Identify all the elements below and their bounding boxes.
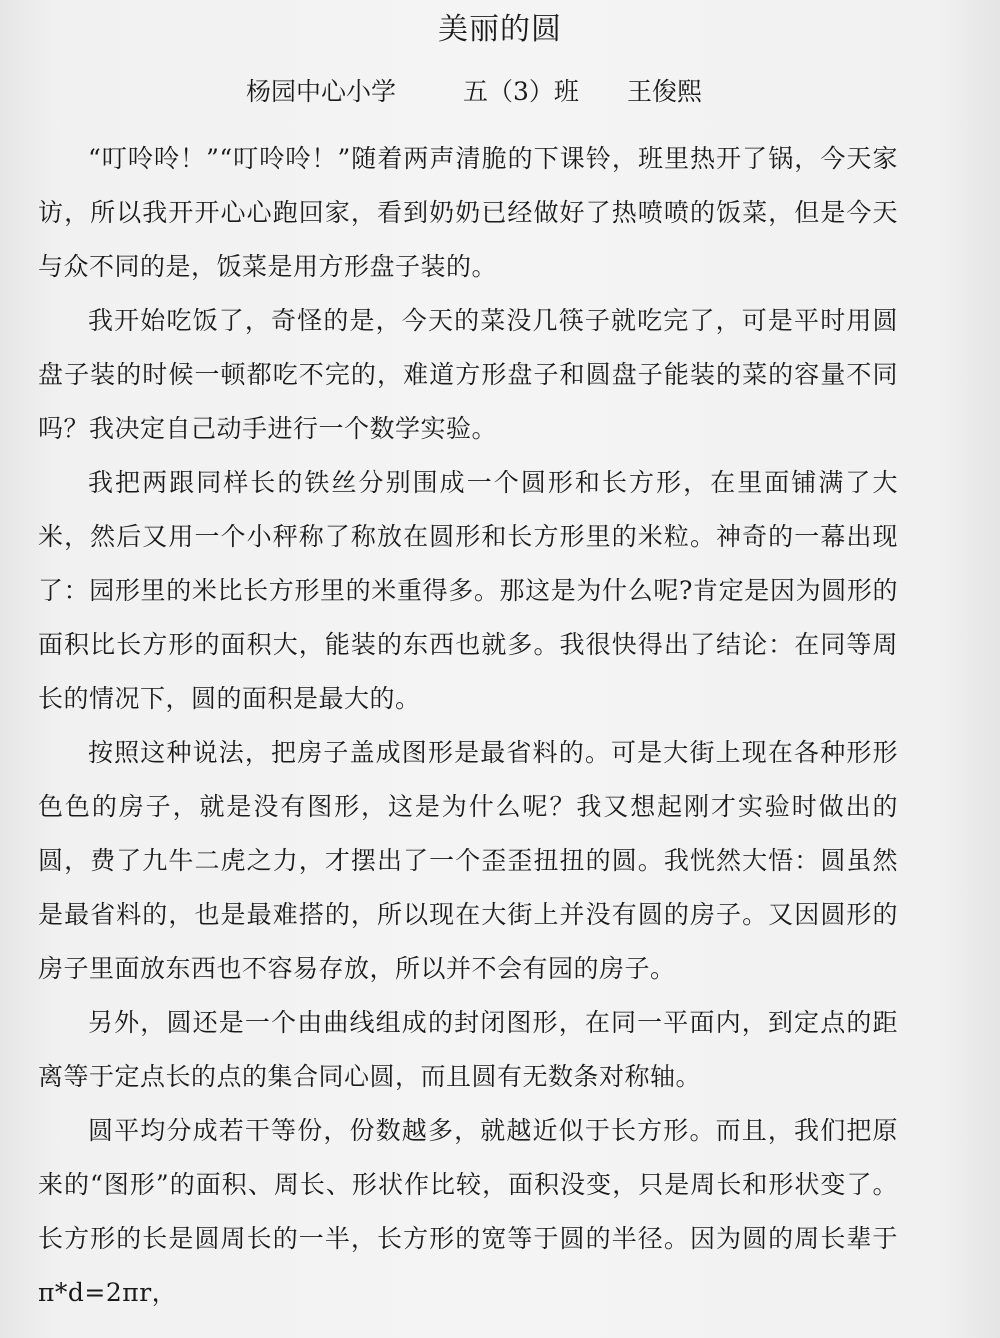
paragraph-5: 另外，圆还是一个由曲线组成的封闭图形，在同一平面内，到定点的距离等于定点长的点的集合同心圆，而且圆有无数条对称轴。 <box>38 1008 898 1091</box>
document-title: 美丽的圆 <box>438 12 562 47</box>
paragraph-2: 我开始吃饭了，奇怪的是，今天的菜没几筷子就吃完了，可是平时用圆盘子装的时候一顿都吃不完的，难道方形盘子和圆盘子能装的菜的容量不同吗？我决定自己动手进行一个数学实验。 <box>38 306 898 443</box>
paragraph-1: “叮呤呤！”“叮呤呤！”随着两声清脆的下课铃，班里热开了锅，今天家访，所以我开开心心跑回家，看到奶奶已经做好了热喷喷的饭菜，但是今天与众不同的是，饭菜是用方形盘子装的。 <box>38 144 898 281</box>
byline <box>0 74 1000 110</box>
byline-school: 杨园中心小学 <box>246 77 397 106</box>
document-body <box>38 132 898 1320</box>
byline-author: 王俊熙 <box>627 77 703 106</box>
paragraph-3: 我把两跟同样长的铁丝分别围成一个圆形和长方形，在里面铺满了大米，然后又用一个小秤称了称放在圆形和长方形里的米粒。神奇的一幕出现了：园形里的米比长方形里的米重得多。那这是为什么呢?肯定是因为圆形的面积比长方形的面积大，能装的东西也就多。我很快得出了结论：在同等周长的情况下，圆的面积是最大的。 <box>38 468 898 713</box>
byline-class: 五（3）班 <box>463 77 579 106</box>
paragraph-6: 圆平均分成若干等份，份数越多，就越近似于长方形。而且，我们把原来的“图形”的面积、周长、形状作比较，面积没变，只是周长和形状变了。长方形的长是圆周长的一半，长方形的宽等于圆的半径。因为圆的周长辈于π*d=2πr， <box>38 1116 898 1307</box>
paragraph-4: 按照这种说法，把房子盖成图形是最省料的。可是大街上现在各种形形色色的房子，就是没有图形，这是为什么呢？我又想起刚才实验时做出的圆，费了九牛二虎之力，才摆出了一个歪歪扭扭的圆。我恍然大悟：圆虽然是最省料的，也是最难搭的，所以现在大街上并没有圆的房子。又因圆形的房子里面放东西也不容易存放，所以并不会有园的房子。 <box>38 738 898 983</box>
